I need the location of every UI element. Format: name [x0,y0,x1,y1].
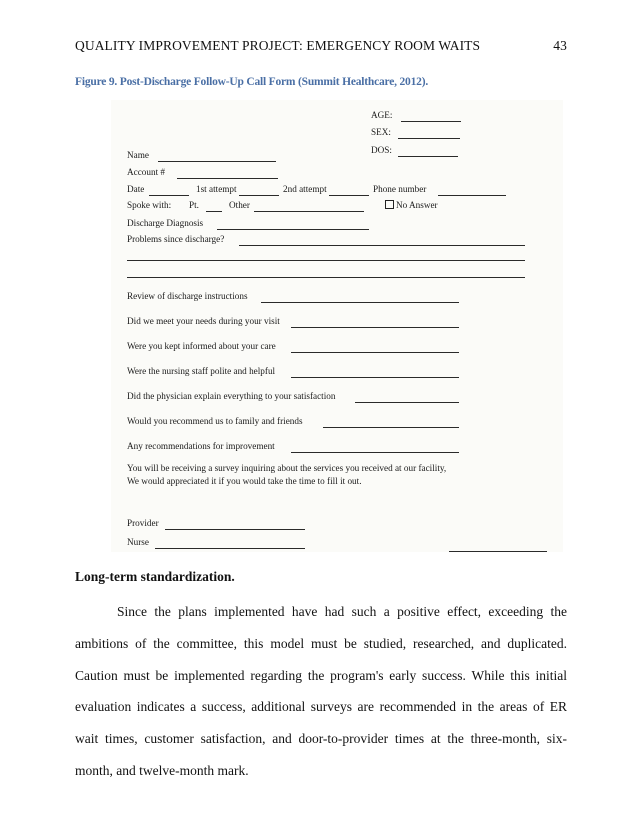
question-improvements: Any recommendations for improvement [127,441,275,451]
spoke-with-label: Spoke with: [127,200,172,210]
answer-line-4 [291,377,459,378]
no-answer-option [385,200,438,210]
question-nursing-staff: Were the nursing staff polite and helpful [127,366,276,376]
question-needs-met: Did we meet your needs during your visit [127,316,280,326]
body-paragraph-container [75,596,567,787]
other-line [254,211,364,212]
phone-number-label: Phone number [373,184,427,194]
age-line [401,121,461,122]
question-recommend: Would you recommend us to family and friends [127,416,303,426]
problems-line-2 [127,260,525,261]
running-title: QUALITY IMPROVEMENT PROJECT: EMERGENCY ROOM WAITS [75,38,481,53]
no-answer-checkbox [385,200,394,209]
date-line [149,195,189,196]
problems-since-discharge-label: Problems since discharge? [127,234,225,244]
account-line [177,178,278,179]
answer-line-5 [355,402,459,403]
running-header [75,38,567,54]
section-heading: Long-term standardization. [75,569,235,584]
second-attempt-label: 2nd attempt [283,184,327,194]
answer-line-2 [291,327,459,328]
pt-label: Pt. [189,200,199,210]
age-label: AGE: [371,110,393,120]
nurse-line [155,548,305,549]
phone-number-line [438,195,506,196]
sex-line [398,138,460,139]
discharge-diagnosis-label: Discharge Diagnosis [127,218,204,228]
account-label: Account # [127,167,166,177]
answer-line-6 [323,427,459,428]
question-discharge-instructions: Review of discharge instructions [127,291,248,301]
figure-caption: Figure 9. Post-Discharge Follow-Up Call Form (Summit Healthcare, 2012). [75,76,428,88]
first-attempt-label: 1st attempt [196,184,237,194]
survey-notice-line-1: You will be receiving a survey inquiring about the services you received at our facility, [127,463,447,473]
answer-line-7 [291,452,459,453]
other-label: Other [229,200,250,210]
discharge-diagnosis-line [217,229,369,230]
second-attempt-line [329,195,369,196]
sex-label: SEX: [371,127,391,137]
problems-line-3 [127,277,525,278]
problems-line-1 [239,245,525,246]
no-answer-label: No Answer [396,200,438,210]
provider-label: Provider [127,518,159,528]
page-number: 43 [553,38,567,53]
name-label: Name [127,150,149,160]
name-line [158,161,276,162]
date-label: Date [127,184,145,194]
signature-line [449,551,547,552]
dos-line [398,156,458,157]
survey-notice-line-2: We would appreciated it if you would take the time to fill it out. [127,476,362,486]
dos-label: DOS: [371,145,392,155]
answer-line-1 [261,302,459,303]
follow-up-call-form-image [111,100,563,552]
answer-line-3 [291,352,459,353]
body-paragraph: Since the plans implemented have had such a positive effect, exceeding the ambitions of the committee, this model must be studied, researched, and duplicated. Caution must be implemented regarding the program's early success. While this initial evaluation indicates a success, additional surveys are recommended in the areas of ER wait times, customer satisfaction, and door-to-provider times at the three-month, six-month, and twelve-month mark. [75,604,567,778]
question-kept-informed: Were you kept informed about your care [127,341,276,351]
first-attempt-line [239,195,279,196]
pt-line [206,211,222,212]
question-physician: Did the physician explain everything to your satisfaction [127,391,336,401]
provider-line [165,529,305,530]
nurse-label: Nurse [127,537,149,547]
